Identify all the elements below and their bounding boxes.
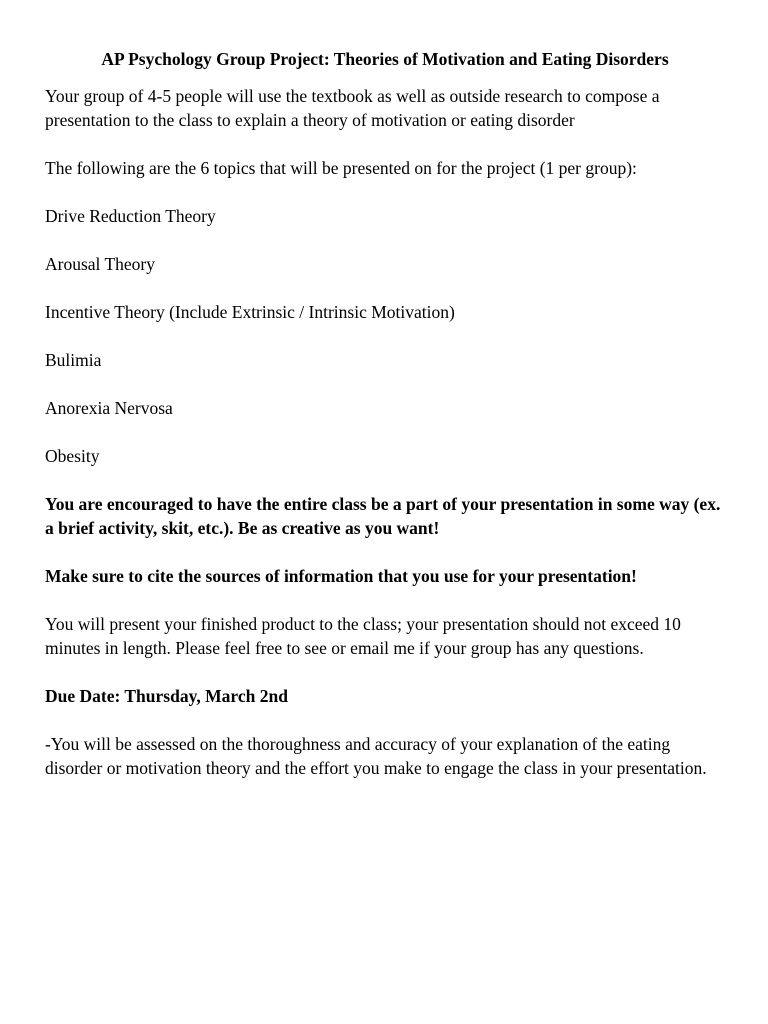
topic-item: Incentive Theory (Include Extrinsic / Intrinsic Motivation): [45, 302, 455, 322]
topic-item: Obesity: [45, 446, 100, 466]
presentation-info-paragraph: You will present your finished product to the class; your presentation should not exceed 10 minutes in length. Please feel free to see or email me if your group has any questions.: [45, 614, 681, 658]
intro-paragraph: Your group of 4-5 people will use the textbook as well as outside research to compose a presentation to the class to explain a theory of motivation or eating disorder: [45, 86, 660, 130]
cite-sources-paragraph: Make sure to cite the sources of information that you use for your presentation!: [45, 566, 637, 586]
encouragement-paragraph: You are encouraged to have the entire class be a part of your presentation in some way (ex. a brief activity, skit, etc.). Be as creative as you want!: [45, 494, 721, 538]
topics-intro-paragraph: The following are the 6 topics that will be presented on for the project (1 per group):: [45, 158, 637, 178]
topic-item: Drive Reduction Theory: [45, 206, 216, 226]
topic-item: Anorexia Nervosa: [45, 398, 173, 418]
topic-item: Arousal Theory: [45, 254, 155, 274]
topic-item: Bulimia: [45, 350, 102, 370]
due-date: Due Date: Thursday, March 2nd: [45, 686, 288, 706]
document-title: AP Psychology Group Project: Theories of Motivation and Eating Disorders: [101, 49, 669, 69]
document-page: [45, 48, 725, 804]
assessment-paragraph: -You will be assessed on the thoroughness and accuracy of your explanation of the eating disorder or motivation theory and the effort you make to engage the class in your presentation.: [45, 734, 707, 778]
